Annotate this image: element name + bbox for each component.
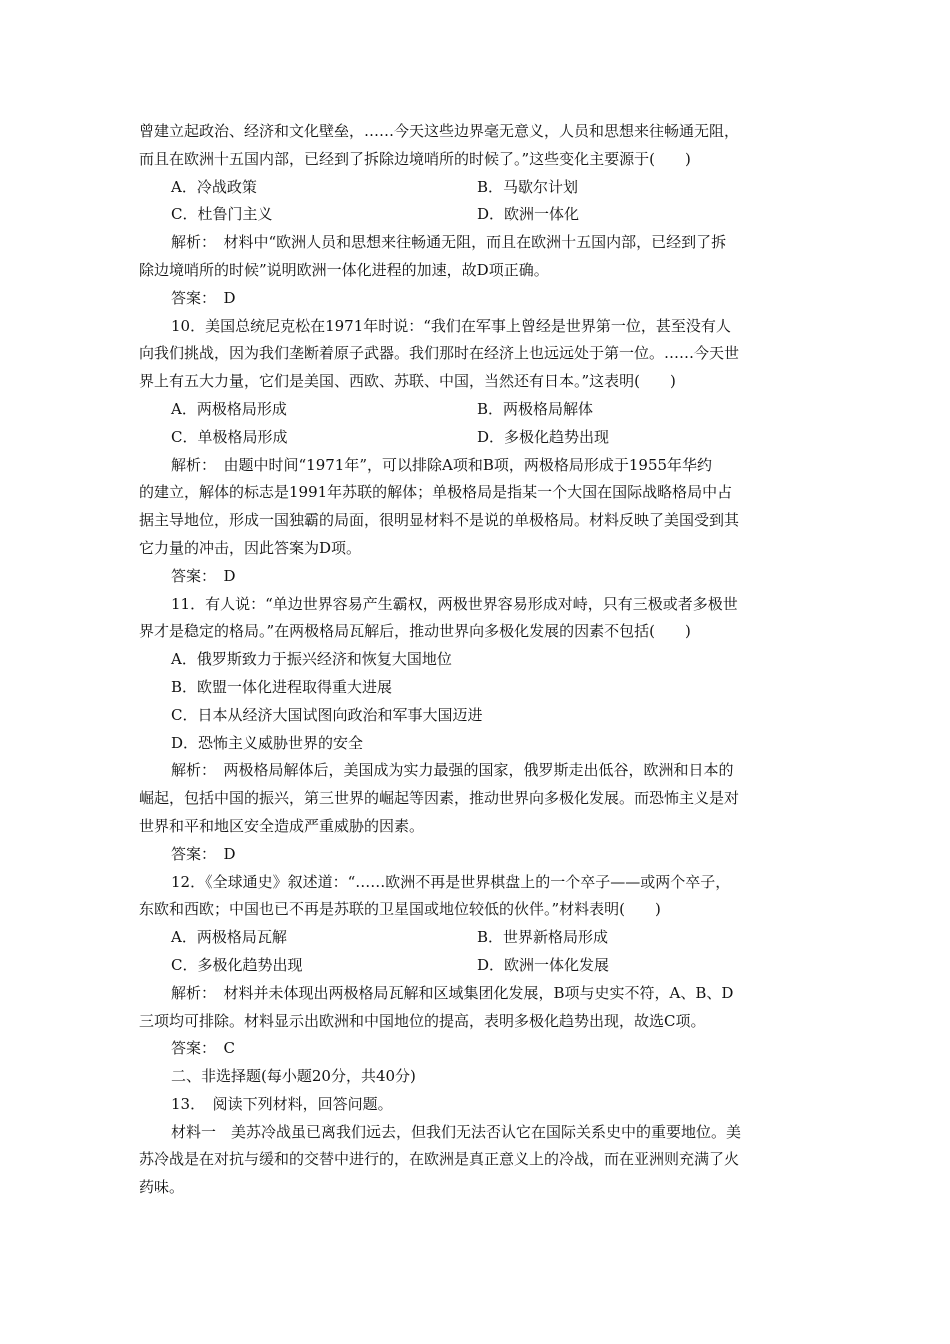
q9-options-row bbox=[139, 201, 819, 229]
q9-analysis-line: 解析： 材料中“欧洲人员和思想来往畅通无阻，而且在欧洲十五国内部，已经到了拆 bbox=[171, 233, 727, 252]
q12-option-c: C．多极化趋势出现 bbox=[171, 955, 303, 974]
q10-analysis-line: 它力量的冲击，因此答案为D项。 bbox=[139, 538, 362, 557]
q10-options-row bbox=[139, 396, 819, 424]
material1-line: 苏冷战是在对抗与缓和的交替中进行的，在欧洲是真正意义上的冷战，而在亚洲则充满了火 bbox=[139, 1150, 740, 1169]
q12-options-row bbox=[139, 924, 819, 952]
q12-analysis-line: 三项均可排除。材料显示出欧洲和中国地位的提高，表明多极化趋势出现，故选C项。 bbox=[139, 1011, 706, 1030]
q11-analysis-line: 世界和平和地区安全造成严重威胁的因素。 bbox=[139, 816, 425, 835]
material1-line: 药味。 bbox=[139, 1178, 185, 1197]
q10-stem-line: 界上有五大力量，它们是美国、西欧、苏联、中国，当然还有日本。”这表明( ) bbox=[139, 372, 676, 391]
q11-option-d: D．恐怖主义威胁世界的安全 bbox=[171, 733, 364, 752]
q11-analysis-line: 解析： 两极格局解体后，美国成为实力最强的国家，俄罗斯走出低谷，欧洲和日本的 bbox=[171, 761, 734, 780]
q10-option-a: A．两极格局形成 bbox=[171, 399, 287, 418]
q13-intro: 13． 阅读下列材料，回答问题。 bbox=[171, 1094, 393, 1113]
q11-stem-line: 11．有人说：“单边世界容易产生霸权，两极世界容易形成对峙，只有三极或者多极世 bbox=[171, 594, 738, 613]
q11-option-c: C．日本从经济大国试图向政治和军事大国迈进 bbox=[171, 705, 483, 724]
section-heading: 二、非选择题(每小题20分，共40分) bbox=[171, 1067, 416, 1086]
q11-option-b: B．欧盟一体化进程取得重大进展 bbox=[171, 677, 393, 696]
q12-answer: 答案： C bbox=[171, 1039, 235, 1058]
q9-stem-line: 曾建立起政治、经济和文化壁垒，……今天这些边界毫无意义，人员和思想来往畅通无阻， bbox=[139, 122, 740, 140]
q12-options-row bbox=[139, 952, 819, 980]
q12-option-b: B．世界新格局形成 bbox=[477, 928, 609, 947]
q12-stem-line: 东欧和西欧；中国也已不再是苏联的卫星国或地位较低的伙伴。”材料表明( ) bbox=[139, 900, 661, 919]
q9-option-b: B．马歇尔计划 bbox=[477, 177, 579, 196]
q12-option-a: A．两极格局瓦解 bbox=[171, 928, 287, 947]
q11-analysis-line: 崛起，包括中国的振兴，第三世界的崛起等因素，推动世界向多极化发展。而恐怖主义是对 bbox=[139, 789, 740, 808]
q9-options-row bbox=[139, 174, 819, 202]
q9-analysis-line: 除边境哨所的时候”说明欧洲一体化进程的加速，故D项正确。 bbox=[139, 260, 549, 279]
q9-option-a: A．冷战政策 bbox=[171, 177, 257, 196]
q10-options-row bbox=[139, 424, 819, 452]
q12-option-d: D．欧洲一体化发展 bbox=[477, 955, 610, 974]
q11-option-a: A．俄罗斯致力于振兴经济和恢复大国地位 bbox=[171, 650, 452, 669]
q10-stem-line: 向我们挑战，因为我们垄断着原子武器。我们那时在经济上也远远处于第一位。……今天世 bbox=[139, 344, 740, 363]
q12-analysis-line: 解析： 材料并未体现出两极格局瓦解和区域集团化发展，B项与史实不符，A、B、D bbox=[171, 983, 734, 1002]
q10-option-d: D．多极化趋势出现 bbox=[477, 427, 610, 446]
q11-answer: 答案： D bbox=[171, 844, 236, 863]
q9-answer: 答案： D bbox=[171, 288, 236, 307]
q9-option-c: C．杜鲁门主义 bbox=[171, 205, 273, 224]
q10-analysis-line: 据主导地位，形成一国独霸的局面，很明显材料不是说的单极格局。材料反映了美国受到其 bbox=[139, 511, 740, 530]
document-body bbox=[139, 118, 819, 1202]
q11-stem-line: 界才是稳定的格局。”在两极格局瓦解后，推动世界向多极化发展的因素不包括( ) bbox=[139, 622, 691, 641]
q10-answer: 答案： D bbox=[171, 566, 236, 585]
q9-stem-line: 而且在欧洲十五国内部，已经到了拆除边境哨所的时候了。”这些变化主要源于( ) bbox=[139, 149, 691, 168]
q12-stem-line: 12．《全球通史》叙述道：“……欧洲不再是世界棋盘上的一个卒子——或两个卒子， bbox=[171, 872, 731, 891]
q10-option-b: B．两极格局解体 bbox=[477, 399, 594, 418]
q10-analysis-line: 的建立，解体的标志是1991年苏联的解体；单极格局是指某一个大国在国际战略格局中占 bbox=[139, 483, 733, 502]
q10-analysis-line: 解析： 由题中时间“1971年”，可以排除A项和B项，两极格局形成于1955年华约 bbox=[171, 455, 713, 474]
q10-option-c: C．单极格局形成 bbox=[171, 427, 288, 446]
q10-stem-line: 10．美国总统尼克松在1971年时说：“我们在军事上曾经是世界第一位，甚至没有人 bbox=[171, 316, 731, 335]
q9-option-d: D．欧洲一体化 bbox=[477, 205, 580, 224]
material1-line: 材料一 美苏冷战虽已离我们远去，但我们无法否认它在国际关系史中的重要地位。美 bbox=[171, 1122, 742, 1141]
